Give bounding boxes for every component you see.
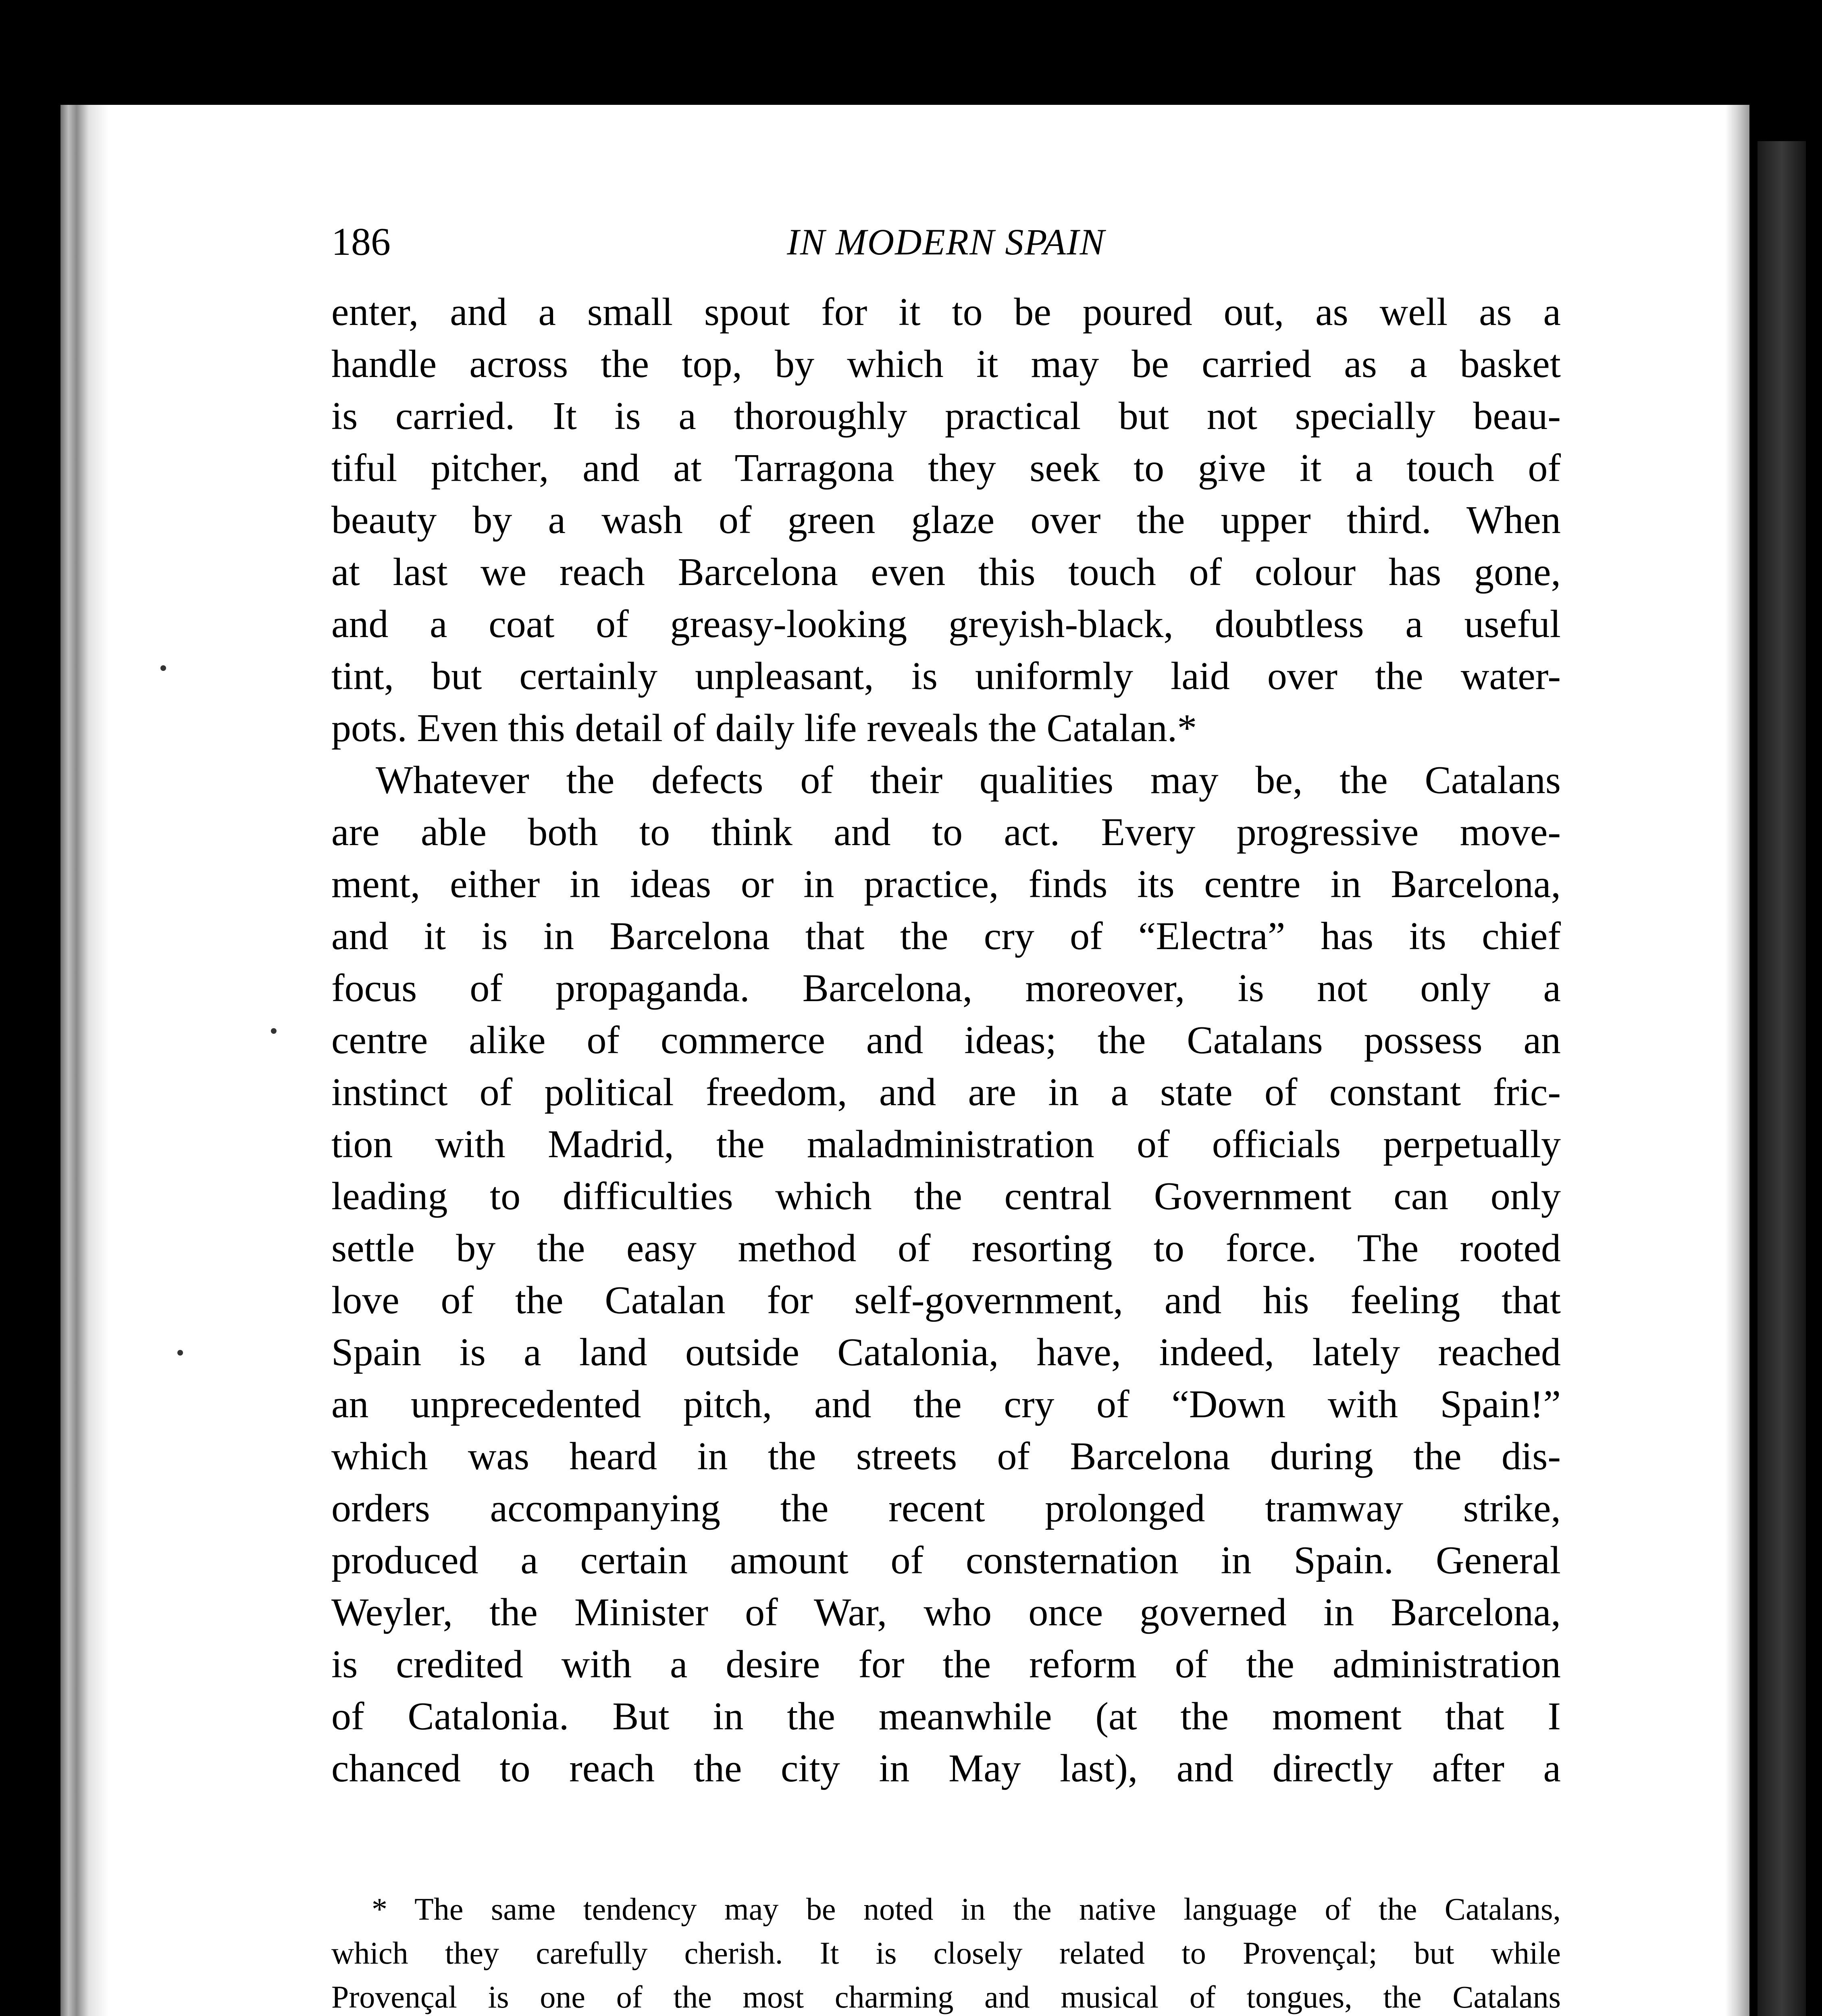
running-head: IN MODERN SPAIN <box>787 221 1105 262</box>
text-line: and it is in Barcelona that the cry of “Electra” has its chief <box>331 914 1561 958</box>
page-gutter-shadow <box>60 105 109 2016</box>
text-line: chanced to reach the city in May last), and directly after a <box>331 1747 1561 1790</box>
text-line: and a coat of greasy-looking greyish-black, doubtless a useful <box>331 602 1561 646</box>
text-line: Spain is a land outside Catalonia, have, indeed, lately reached <box>331 1331 1561 1374</box>
text-line: focus of propaganda. Barcelona, moreover, is not only a <box>331 966 1561 1010</box>
footnote <box>331 1887 1561 2016</box>
text-line: beauty by a wash of green glaze over the upper third. When <box>331 498 1561 542</box>
page-edge-shadow <box>1725 105 1749 2016</box>
footnote-line: which they carefully cherish. It is closely related to Provençal; but while <box>331 1935 1561 1970</box>
text-line: leading to difficulties which the central Government can only <box>331 1175 1561 1218</box>
footnote-line: * The same tendency may be noted in the native language of the Catalans, <box>372 1891 1561 1926</box>
text-line: tiful pitcher, and at Tarragona they seek to give it a touch of <box>331 446 1561 490</box>
text-line: are able both to think and to act. Every progressive move- <box>331 810 1561 854</box>
speck <box>177 1350 183 1356</box>
text-line: Weyler, the Minister of War, who once governed in Barcelona, <box>331 1591 1561 1634</box>
text-line: tint, but certainly unpleasant, is uniformly laid over the water- <box>331 654 1561 698</box>
text-line: at last we reach Barcelona even this touch of colour has gone, <box>331 550 1561 594</box>
text-line: is carried. It is a thoroughly practical but not specially beau- <box>331 394 1561 438</box>
text-line: pots. Even this detail of daily life reveals the Catalan.* <box>331 706 1197 750</box>
text-line: produced a certain amount of consternation in Spain. General <box>331 1539 1561 1582</box>
text-line: an unprecedented pitch, and the cry of “Down with Spain!” <box>331 1383 1561 1426</box>
paragraph <box>331 754 1561 1795</box>
text-line: instinct of political freedom, and are in a state of constant fric- <box>331 1070 1561 1114</box>
text-line: orders accompanying the recent prolonged tramway strike, <box>331 1487 1561 1530</box>
text-line: settle by the easy method of resorting to force. The rooted <box>331 1227 1561 1270</box>
text-line: centre alike of commerce and ideas; the Catalans possess an <box>331 1018 1561 1062</box>
paragraph <box>331 286 1561 754</box>
footnote-line: Provençal is one of the most charming and musical of tongues, the Catalans <box>331 1979 1561 2014</box>
text-line: is credited with a desire for the reform of the administration <box>331 1643 1561 1686</box>
text-line: ment, either in ideas or in practice, finds its centre in Barcelona, <box>331 862 1561 906</box>
text-line: Whatever the defects of their qualities may be, the Catalans <box>376 758 1561 802</box>
text-line: of Catalonia. But in the meanwhile (at the moment that I <box>331 1695 1561 1738</box>
body-text <box>331 286 1561 1795</box>
page-header <box>331 202 1561 282</box>
page-number: 186 <box>331 220 391 264</box>
text-line: which was heard in the streets of Barcelona during the dis- <box>331 1435 1561 1478</box>
text-line: love of the Catalan for self-government, and his feeling that <box>331 1279 1561 1322</box>
speck <box>271 1028 277 1034</box>
text-line: handle across the top, by which it may be carried as a basket <box>331 342 1561 386</box>
text-line: tion with Madrid, the maladministration of officials perpetually <box>331 1123 1561 1166</box>
book-spine <box>1758 141 1806 2016</box>
text-line: enter, and a small spout for it to be poured out, as well as a <box>331 290 1561 334</box>
speck <box>160 665 166 671</box>
